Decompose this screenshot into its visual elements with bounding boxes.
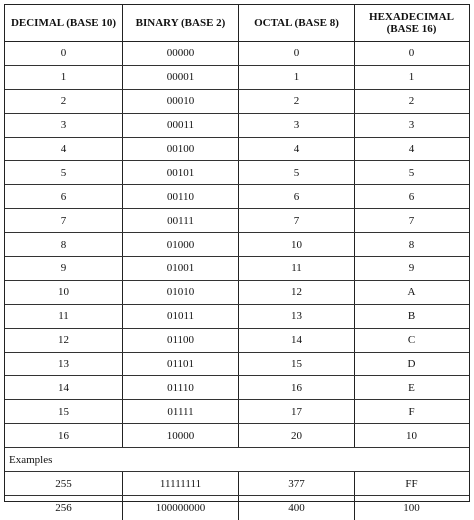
octal-cell: 3: [239, 114, 355, 137]
decimal-cell: 7: [5, 209, 123, 232]
hex-cell: 2: [408, 95, 415, 108]
hex-cell: 6: [408, 190, 415, 203]
binary-cell: 100000000: [123, 496, 239, 520]
table-row: [5, 281, 469, 305]
binary-cell: 10000: [123, 424, 239, 447]
hex-cell: FF: [405, 477, 418, 490]
table-row: [5, 305, 469, 329]
octal-cell: 14: [239, 329, 355, 352]
hex-cell: 8: [408, 238, 415, 251]
hex-cell: A: [407, 286, 416, 299]
hex-cell: 7: [408, 214, 415, 227]
binary-cell: 11111111: [123, 472, 239, 495]
binary-cell: 01001: [123, 257, 239, 280]
table-row: [5, 257, 469, 281]
decimal-cell: 6: [5, 185, 123, 208]
binary-cell: 00101: [123, 161, 239, 184]
hex-cell: 9: [408, 262, 415, 275]
hex-cell: 0: [408, 47, 415, 60]
example-row: [5, 472, 469, 496]
hex-cell: D: [407, 358, 416, 371]
binary-cell: 00111: [123, 209, 239, 232]
decimal-cell: 16: [5, 424, 123, 447]
decimal-cell: 15: [5, 400, 123, 423]
octal-cell: 2: [239, 90, 355, 113]
binary-cell: 00110: [123, 185, 239, 208]
decimal-cell: 9: [5, 257, 123, 280]
table-row: [5, 185, 469, 209]
decimal-cell: 0: [5, 42, 123, 65]
octal-cell: 13: [239, 305, 355, 328]
octal-cell: 10: [239, 233, 355, 256]
octal-cell: 12: [239, 281, 355, 304]
hex-cell: 4: [408, 143, 415, 155]
hex-cell: F: [408, 405, 415, 418]
header-binary: BINARY (BASE 2): [123, 5, 239, 41]
octal-cell: 377: [239, 472, 355, 495]
table-row: [5, 90, 469, 114]
hex-cell: 100: [403, 502, 420, 515]
decimal-cell: 4: [5, 138, 123, 161]
binary-cell: 00010: [123, 90, 239, 113]
decimal-cell: 255: [5, 472, 123, 495]
examples-label: Examples: [5, 448, 469, 472]
table-row: [5, 400, 469, 424]
decimal-cell: 8: [5, 233, 123, 256]
table-row: [5, 233, 469, 257]
table-header: [5, 5, 469, 42]
binary-cell: 01011: [123, 305, 239, 328]
hex-cell: 5: [408, 166, 415, 179]
decimal-cell: 1: [5, 66, 123, 89]
binary-cell: 01100: [123, 329, 239, 352]
binary-cell: 01000: [123, 233, 239, 256]
table-row: [5, 353, 469, 377]
octal-cell: 17: [239, 400, 355, 423]
decimal-cell: 2: [5, 90, 123, 113]
table-row: [5, 42, 469, 66]
table-row: [5, 209, 469, 233]
number-base-conversion-table: [4, 4, 470, 515]
octal-cell: 4: [239, 138, 355, 161]
decimal-cell: 256: [5, 496, 123, 520]
example-row: [5, 496, 469, 520]
binary-cell: 00000: [123, 42, 239, 65]
hex-cell: 10: [406, 429, 417, 442]
binary-cell: 00001: [123, 66, 239, 89]
octal-cell: 15: [239, 353, 355, 376]
decimal-cell: 12: [5, 329, 123, 352]
header-decimal: DECIMAL (BASE 10): [5, 5, 123, 41]
table-row: [5, 138, 469, 162]
octal-cell: 16: [239, 376, 355, 399]
decimal-cell: 5: [5, 161, 123, 184]
header-octal: OCTAL (BASE 8): [239, 5, 355, 41]
hex-cell: E: [408, 381, 415, 394]
octal-cell: 11: [239, 257, 355, 280]
decimal-cell: 11: [5, 305, 123, 328]
decimal-cell: 14: [5, 376, 123, 399]
octal-cell: 7: [239, 209, 355, 232]
binary-cell: 01110: [123, 376, 239, 399]
hex-cell: 3: [408, 119, 415, 132]
header-hexadecimal: HEXADECIMAL (BASE 16): [369, 11, 454, 35]
hex-cell: C: [407, 334, 416, 347]
binary-cell: 01101: [123, 353, 239, 376]
octal-cell: 5: [239, 161, 355, 184]
decimal-cell: 3: [5, 114, 123, 137]
octal-cell: 1: [239, 66, 355, 89]
table-row: [5, 161, 469, 185]
table-row: [5, 376, 469, 400]
hex-cell: B: [407, 310, 416, 323]
octal-cell: 6: [239, 185, 355, 208]
decimal-cell: 13: [5, 353, 123, 376]
binary-cell: 00011: [123, 114, 239, 137]
table-row: [5, 424, 469, 448]
octal-cell: 400: [239, 496, 355, 520]
binary-cell: 01111: [123, 400, 239, 423]
table-row: [5, 114, 469, 138]
octal-cell: 0: [239, 42, 355, 65]
octal-cell: 20: [239, 424, 355, 447]
decimal-cell: 10: [5, 281, 123, 304]
table-row: [5, 329, 469, 353]
binary-cell: 01010: [123, 281, 239, 304]
hex-cell: 1: [408, 71, 415, 84]
binary-cell: 00100: [123, 138, 239, 161]
table-row: [5, 66, 469, 90]
